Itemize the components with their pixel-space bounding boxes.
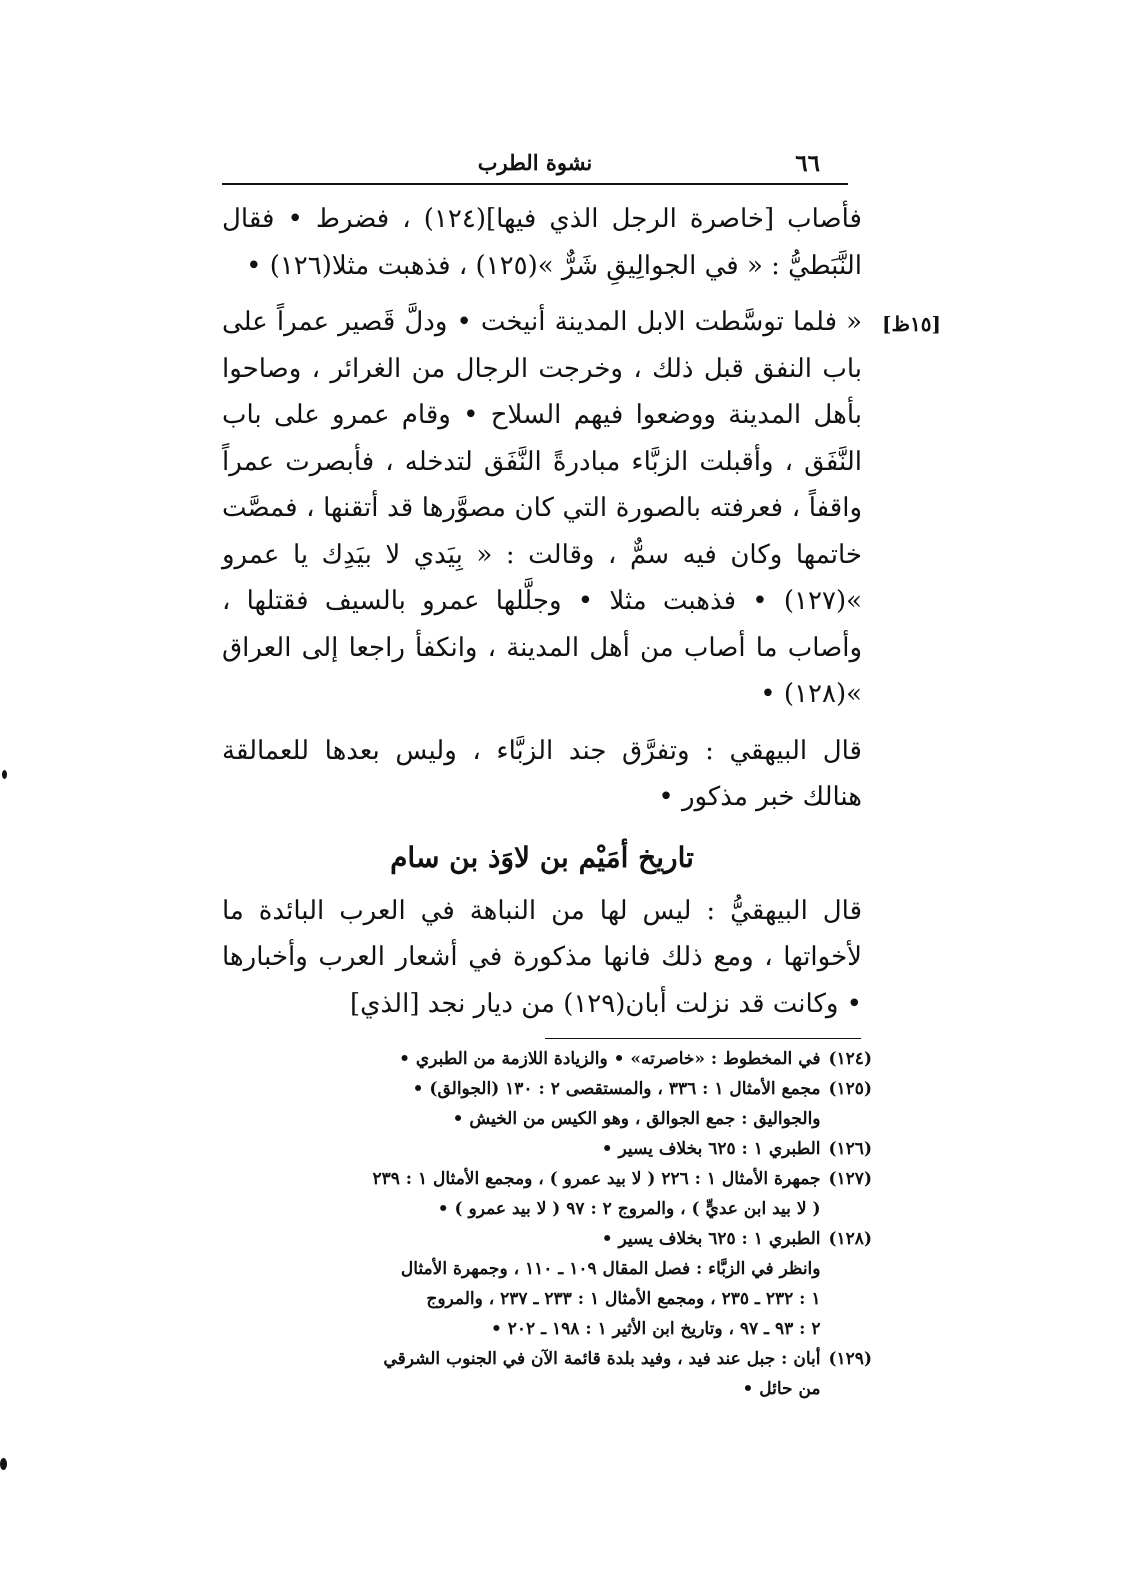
- section-paragraph: قال البيهقيُّ : ليس لها من النباهة في العرب البائدة ما لأخواتها ، ومع ذلك فانها مذكورة في أشعار العرب وأخبارها • وكانت قد نزلت أبان(١٢٩) من ديار نجد [الذي]: [222, 895, 862, 1019]
- footnote-line: الطبري ١ : ٦٢٥ بخلاف يسير •: [601, 1139, 821, 1159]
- footnote: [222, 1044, 872, 1074]
- manuscript-folio-marker: [١٥ظ]: [882, 312, 941, 336]
- footnote-number: (١٢٥): [828, 1079, 872, 1099]
- footnote-line: ١ : ٢٣٢ ـ ٢٣٥ ، ومجمع الأمثال ١ : ٢٣٣ ـ ٢٣٧ ، والمروج: [426, 1289, 821, 1309]
- running-title: نشوة الطرب: [477, 150, 593, 175]
- main-text: [222, 196, 862, 1027]
- paragraph-2: « فلما توسَّطت الابل المدينة أنيخت • ودلَّ قَصير عمراً على باب النفق قبل ذلك ، وخرجت الرجال من الغرائر ، وصاحوا بأهل المدينة ووضعوا فيهم السلاح • وقام عمرو على باب النَّفَق ، وأقبلت الزبَّاء مبادرةً النَّفَق لتدخله ، فأبصرت عمراً واقفاً ، فعرفته بالصورة التي كان مصوَّرها قد أتقنها ، فمصَّت خاتمها وكان فيه سمٌّ ، وقالت : « بِيَدي لا بيَدِك يا عمرو »(١٢٧) • فذهبت مثلا • وجلَّلها عمرو بالسيف فقتلها ، وأصاب ما أصاب من أهل المدينة ، وانكفأ راجعا إلى العراق »(١٢٨) •: [222, 307, 862, 709]
- footnote-line: جمهرة الأمثال ١ : ٢٢٦ ( لا بيد عمرو ) ، ومجمع الأمثال ١ : ٢٣٩: [372, 1169, 821, 1189]
- footnote-number: (١٢٦): [828, 1139, 872, 1159]
- footnote-text: [222, 1134, 821, 1164]
- footnote: [222, 1344, 872, 1404]
- footnote-line: من حائل •: [742, 1379, 821, 1399]
- footnote-number: (١٢٤): [828, 1049, 872, 1069]
- footnote-text: [222, 1224, 821, 1344]
- footnote-line: الطبري ١ : ٦٢٥ بخلاف يسير •: [601, 1229, 821, 1249]
- footnote-line: مجمع الأمثال ١ : ٣٣٦ ، والمستقصى ٢ : ١٣٠ (الجوالق) •: [412, 1079, 821, 1099]
- page-number: ٦٦: [795, 150, 820, 177]
- footnote-text: [222, 1044, 821, 1074]
- footnote-rule: [545, 1038, 861, 1039]
- footnotes: [222, 1044, 872, 1404]
- header-rule: [222, 183, 848, 185]
- footnote-number: (١٢٩): [828, 1349, 872, 1369]
- footnote: [222, 1164, 872, 1224]
- footnote: [222, 1074, 872, 1134]
- paragraph-3: قال البيهقي : وتفرَّق جند الزبَّاء ، وليس بعدها للعمالقة هنالك خبر مذكور •: [222, 735, 862, 812]
- footnote: [222, 1134, 872, 1164]
- scan-speck: [2, 770, 7, 779]
- footnote: [222, 1224, 872, 1344]
- scan-speck: [0, 1458, 7, 1470]
- footnote-number: (١٢٨): [828, 1229, 872, 1249]
- paragraph-1: فأصاب [خاصرة الرجل الذي فيها](١٢٤) ، فضرط • فقال النَّبَطيُّ : « في الجوالِيقِ شَرٌّ »(١٢٥) ، فذهبت مثلا(١٢٦) •: [222, 204, 862, 281]
- footnote-line: في المخطوط : «خاصرته» • والزيادة اللازمة من الطبري •: [399, 1049, 821, 1069]
- page-header: [222, 150, 848, 182]
- footnote-line: ٢ : ٩٣ ـ ٩٧ ، وتاريخ ابن الأثير ١ : ١٩٨ ـ ٢٠٢ •: [491, 1319, 821, 1339]
- footnote-line: أبان : جبل عند فيد ، وفيد بلدة قائمة الآن في الجنوب الشرقي: [383, 1349, 821, 1369]
- footnote-text: [222, 1164, 821, 1224]
- section-title: تاريخ أمَيْم بن لاوَذ بن سام: [390, 840, 694, 874]
- footnote-number: (١٢٧): [828, 1169, 872, 1189]
- footnote-text: [222, 1074, 821, 1134]
- footnote-text: [222, 1344, 821, 1404]
- footnote-line: والجواليق : جمع الجوالق ، وهو الكيس من الخيش •: [452, 1109, 821, 1129]
- footnote-line: وانظر في الزبَّاء : فصل المقال ١٠٩ ـ ١١٠ ، وجمهرة الأمثال: [400, 1259, 821, 1279]
- footnote-line: ( لا بيد ابن عديٍّ ) ، والمروج ٢ : ٩٧ ( لا بيد عمرو ) •: [437, 1199, 821, 1219]
